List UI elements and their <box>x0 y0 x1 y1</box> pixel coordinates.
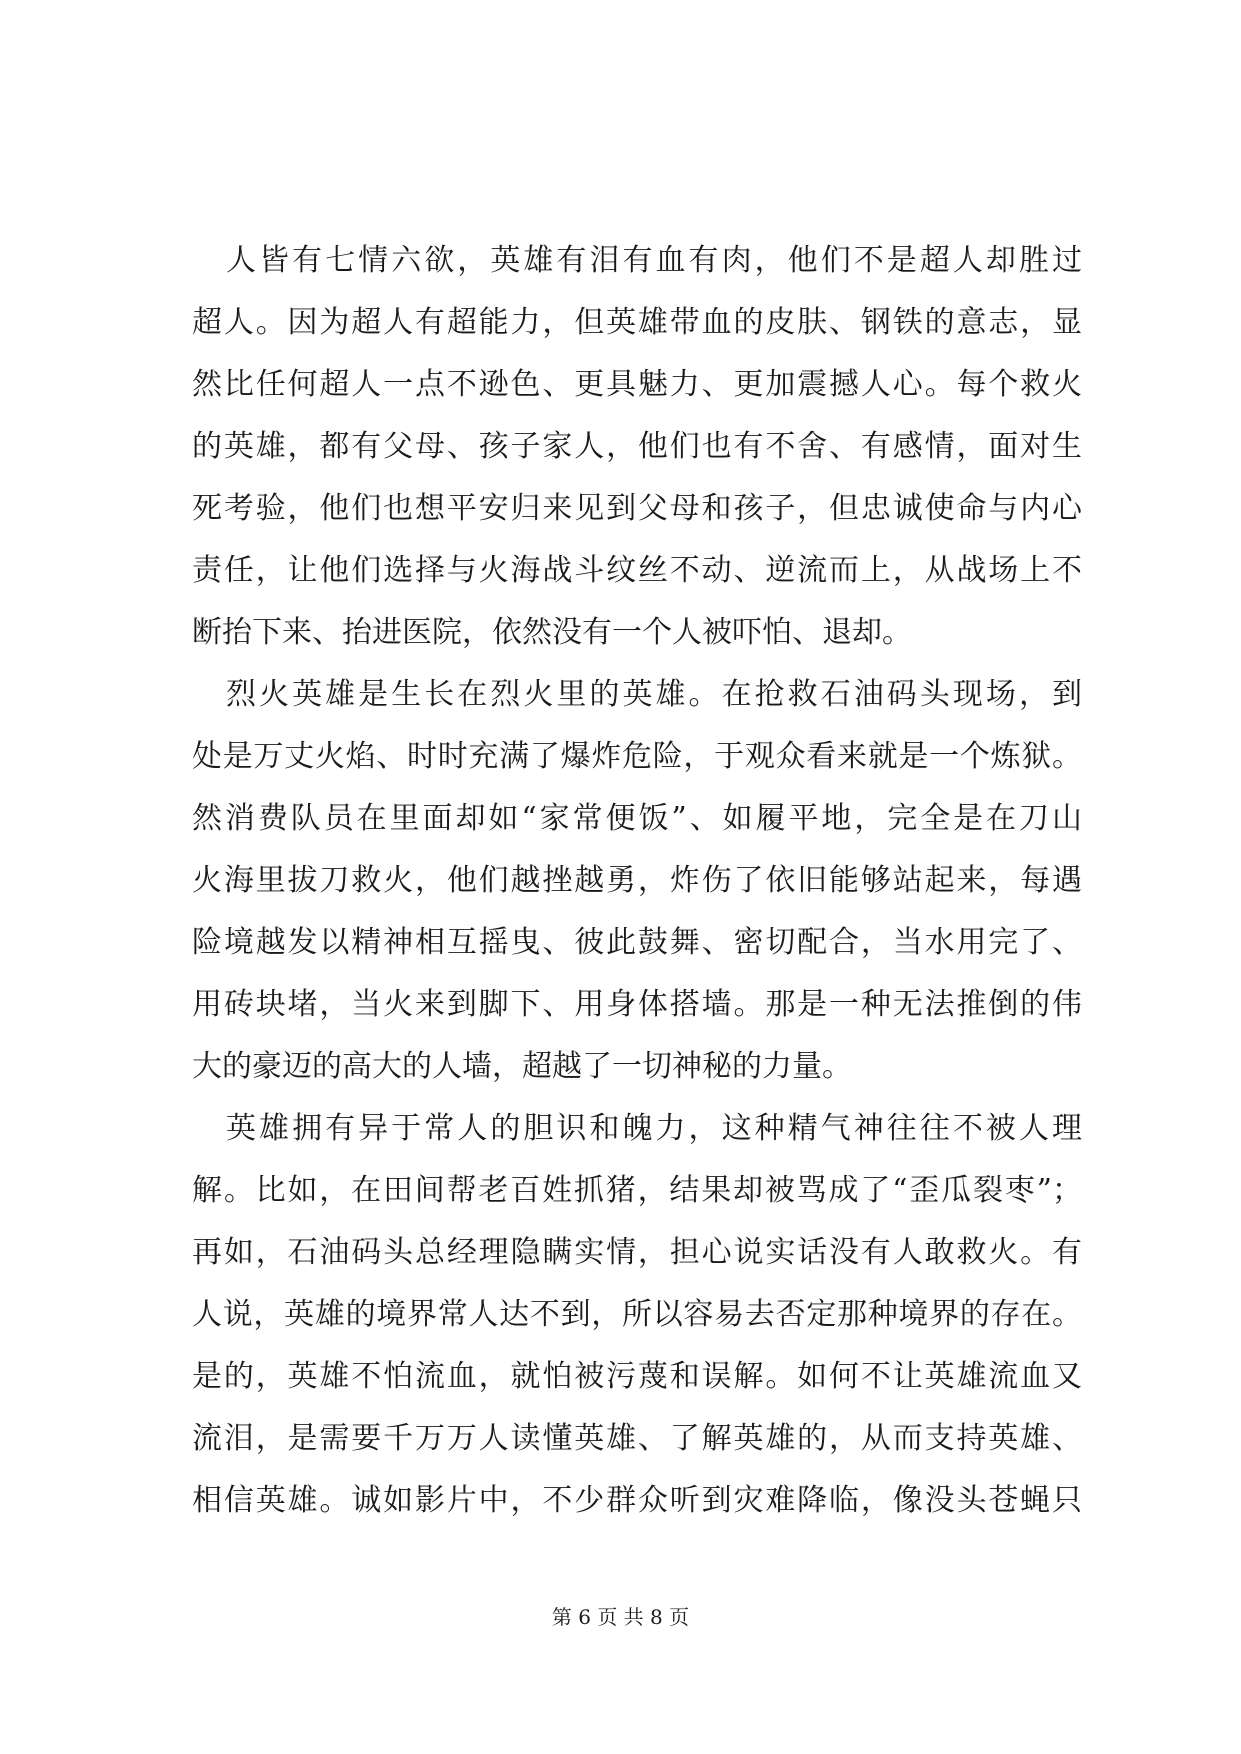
text-line: 是的，英雄不怕流血，就怕被污蔑和误解。如何不让英雄流血又 <box>192 1359 1082 1394</box>
text-line: 人皆有七情六欲，英雄有泪有血有肉，他们不是超人却胜过 <box>226 243 1082 278</box>
text-line: 死考验，他们也想平安归来见到父母和孩子，但忠诚使命与内心 <box>192 491 1082 526</box>
page-footer <box>0 1603 1241 1631</box>
text-line: 人说，英雄的境界常人达不到，所以容易去否定那种境界的存在。 <box>192 1297 1082 1332</box>
page-number: 第 6 页 共 8 页 <box>551 1605 690 1629</box>
paragraph-1 <box>192 230 1082 664</box>
text-line: 烈火英雄是生长在烈火里的英雄。在抢救石油码头现场，到 <box>226 677 1082 712</box>
text-line: 的英雄，都有父母、孩子家人，他们也有不舍、有感情，面对生 <box>192 429 1082 464</box>
text-line: 然比任何超人一点不逊色、更具魅力、更加震撼人心。每个救火 <box>192 367 1082 402</box>
text-line: 责任，让他们选择与火海战斗纹丝不动、逆流而上，从战场上不 <box>192 553 1082 588</box>
text-line: 再如，石油码头总经理隐瞒实情，担心说实话没有人敢救火。有 <box>192 1235 1082 1270</box>
text-line: 超人。因为超人有超能力，但英雄带血的皮肤、钢铁的意志，显 <box>192 305 1082 340</box>
text-line: 流泪，是需要千万万人读懂英雄、了解英雄的，从而支持英雄、 <box>192 1421 1082 1456</box>
paragraph-3 <box>192 1098 1082 1532</box>
text-line: 解。比如，在田间帮老百姓抓猪，结果却被骂成了“歪瓜裂枣”； <box>192 1173 1082 1208</box>
paragraph-2 <box>192 664 1082 1098</box>
text-line: 火海里拔刀救火，他们越挫越勇，炸伤了依旧能够站起来，每遇 <box>192 863 1082 898</box>
text-line: 相信英雄。诚如影片中，不少群众听到灾难降临，像没头苍蝇只 <box>192 1483 1082 1518</box>
text-line: 大的豪迈的高大的人墙，超越了一切神秘的力量。 <box>192 1049 852 1084</box>
text-line: 处是万丈火焰、时时充满了爆炸危险，于观众看来就是一个炼狱。 <box>192 739 1082 774</box>
body-text <box>192 230 1082 1532</box>
text-line: 英雄拥有异于常人的胆识和魄力，这种精气神往往不被人理 <box>226 1111 1082 1146</box>
text-line: 然消费队员在里面却如“家常便饭”、如履平地，完全是在刀山 <box>192 801 1082 836</box>
text-line: 险境越发以精神相互摇曳、彼此鼓舞、密切配合，当水用完了、 <box>192 925 1082 960</box>
text-line: 断抬下来、抬进医院，依然没有一个人被吓怕、退却。 <box>192 615 912 650</box>
text-line: 用砖块堵，当火来到脚下、用身体搭墙。那是一种无法推倒的伟 <box>192 987 1082 1022</box>
